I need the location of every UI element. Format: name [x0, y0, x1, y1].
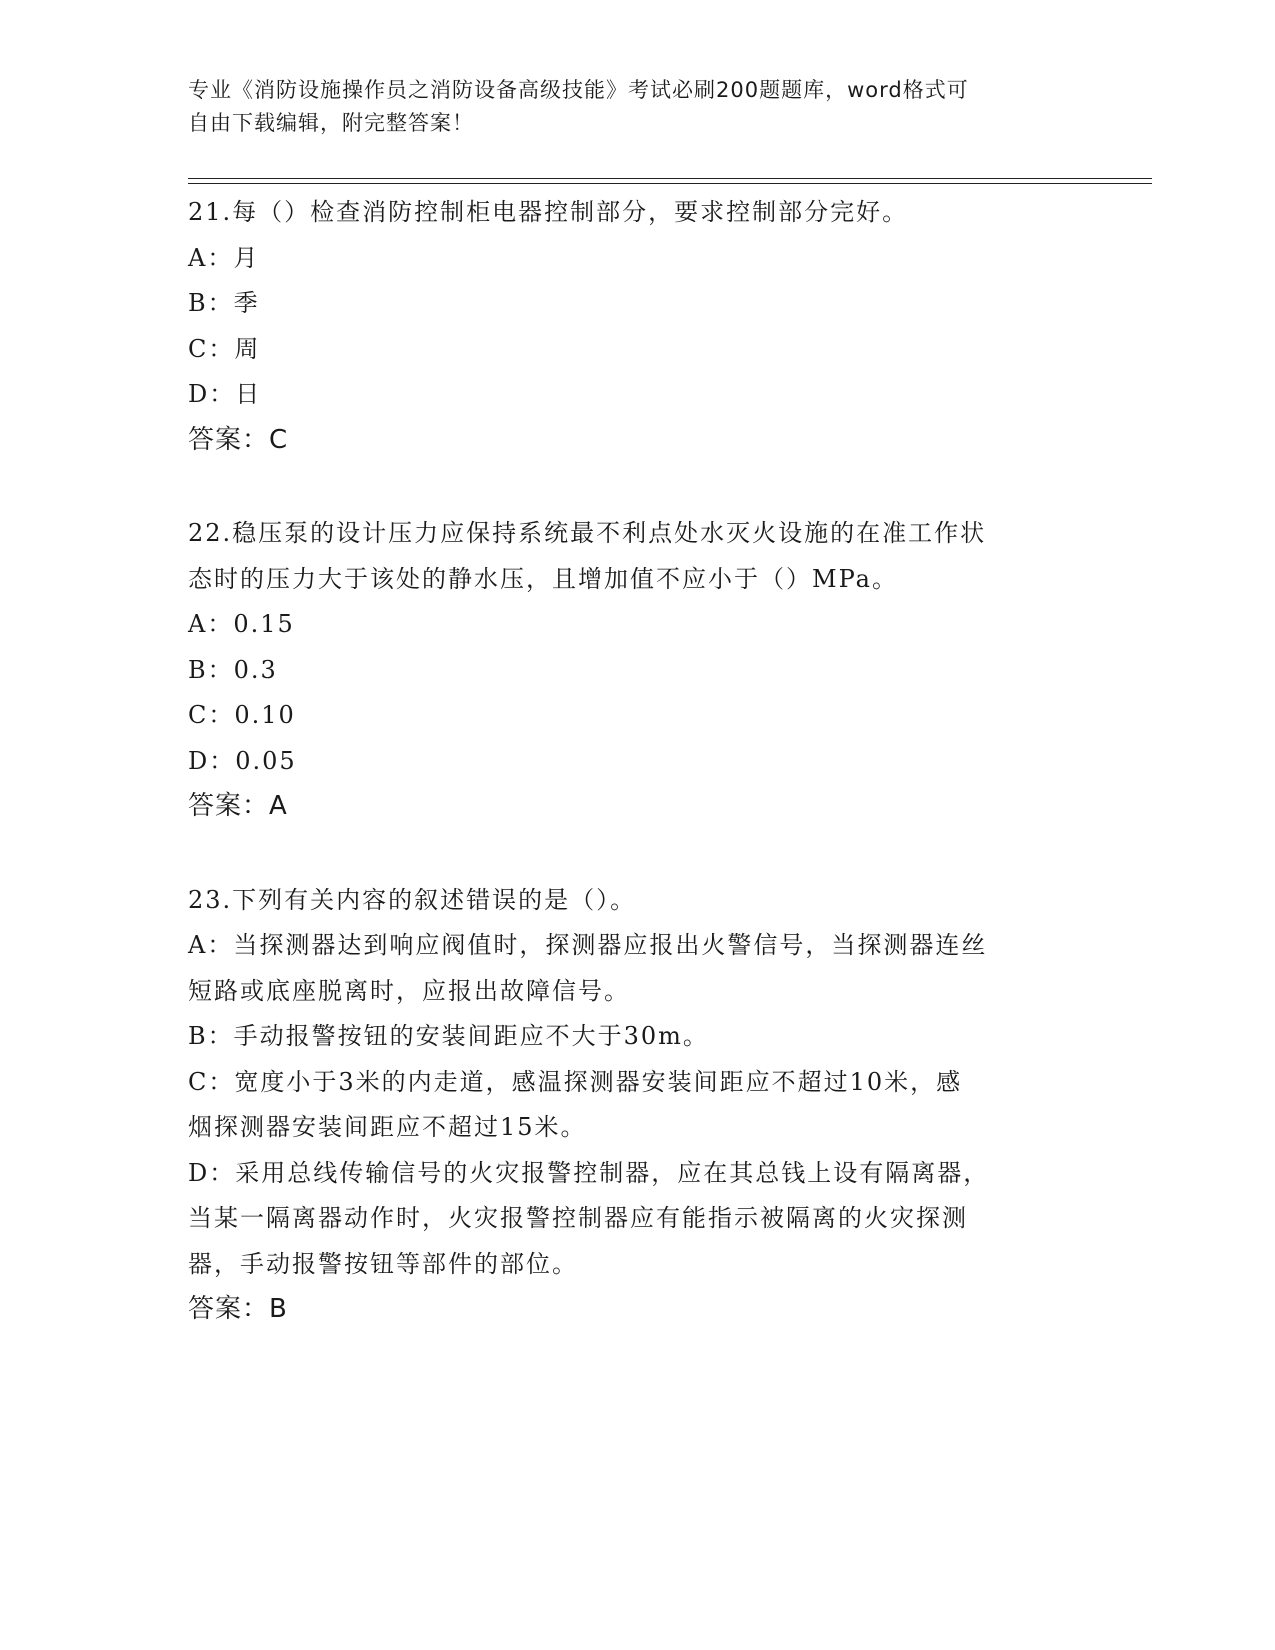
header-line-1: 专业《消防设施操作员之消防设备高级技能》考试必刷200题题库，word格式可 — [188, 78, 969, 102]
option-d: D：日 — [188, 380, 262, 408]
question-text: 23.下列有关内容的叙述错误的是（）。 — [188, 885, 637, 914]
option-c: C：0.10 — [188, 701, 296, 729]
option-d: D：0.05 — [188, 746, 297, 775]
option-b: B：0.3 — [188, 655, 278, 684]
answer: 答案：C — [188, 424, 289, 455]
header-divider-top — [188, 178, 1152, 179]
option-d-line-2: 当某一隔离器动作时，火灾报警控制器应有能指示被隔离的火灾探测 — [188, 1204, 968, 1232]
option-b: B：手动报警按钮的安装间距应不大于30m。 — [188, 1022, 709, 1050]
document-header — [188, 74, 1068, 140]
option-d-line-1: D：采用总线传输信号的火灾报警控制器，应在其总钱上设有隔离器， — [188, 1158, 990, 1187]
option-a: A：0.15 — [188, 610, 295, 638]
option-c-line-1: C：宽度小于3米的内走道，感温探测器安装间距应不超过10米，感 — [188, 1067, 963, 1096]
question-text-line-2: 态时的压力大于该处的静水压，且增加值不应小于（）MPa。 — [188, 564, 898, 593]
option-a-line-2: 短路或底座脱离时，应报出故障信号。 — [188, 976, 630, 1005]
question-text-line-1: 22.稳压泵的设计压力应保持系统最不利点处水灭火设施的在准工作状 — [188, 519, 987, 547]
header-divider-bottom — [188, 183, 1152, 184]
option-a-line-1: A：当探测器达到响应阀值时，探测器应报出火警信号，当探测器连丝 — [188, 931, 988, 959]
question-text: 21.每（）检查消防控制柜电器控制部分，要求控制部分完好。 — [188, 198, 909, 226]
option-d-line-3: 器，手动报警按钮等部件的部位。 — [188, 1249, 578, 1278]
option-c: C：周 — [188, 334, 261, 363]
header-line-2: 自由下载编辑，附完整答案！ — [188, 111, 474, 135]
question-23 — [188, 878, 1088, 1333]
answer: 答案：A — [188, 791, 288, 821]
option-c-line-2: 烟探测器安装间距应不超过15米。 — [188, 1113, 587, 1141]
answer: 答案：B — [188, 1294, 288, 1324]
question-22 — [188, 511, 1088, 830]
option-a: A：月 — [188, 243, 260, 272]
option-b: B：季 — [188, 289, 260, 317]
question-21 — [188, 190, 1088, 463]
question-list — [188, 190, 1088, 1381]
